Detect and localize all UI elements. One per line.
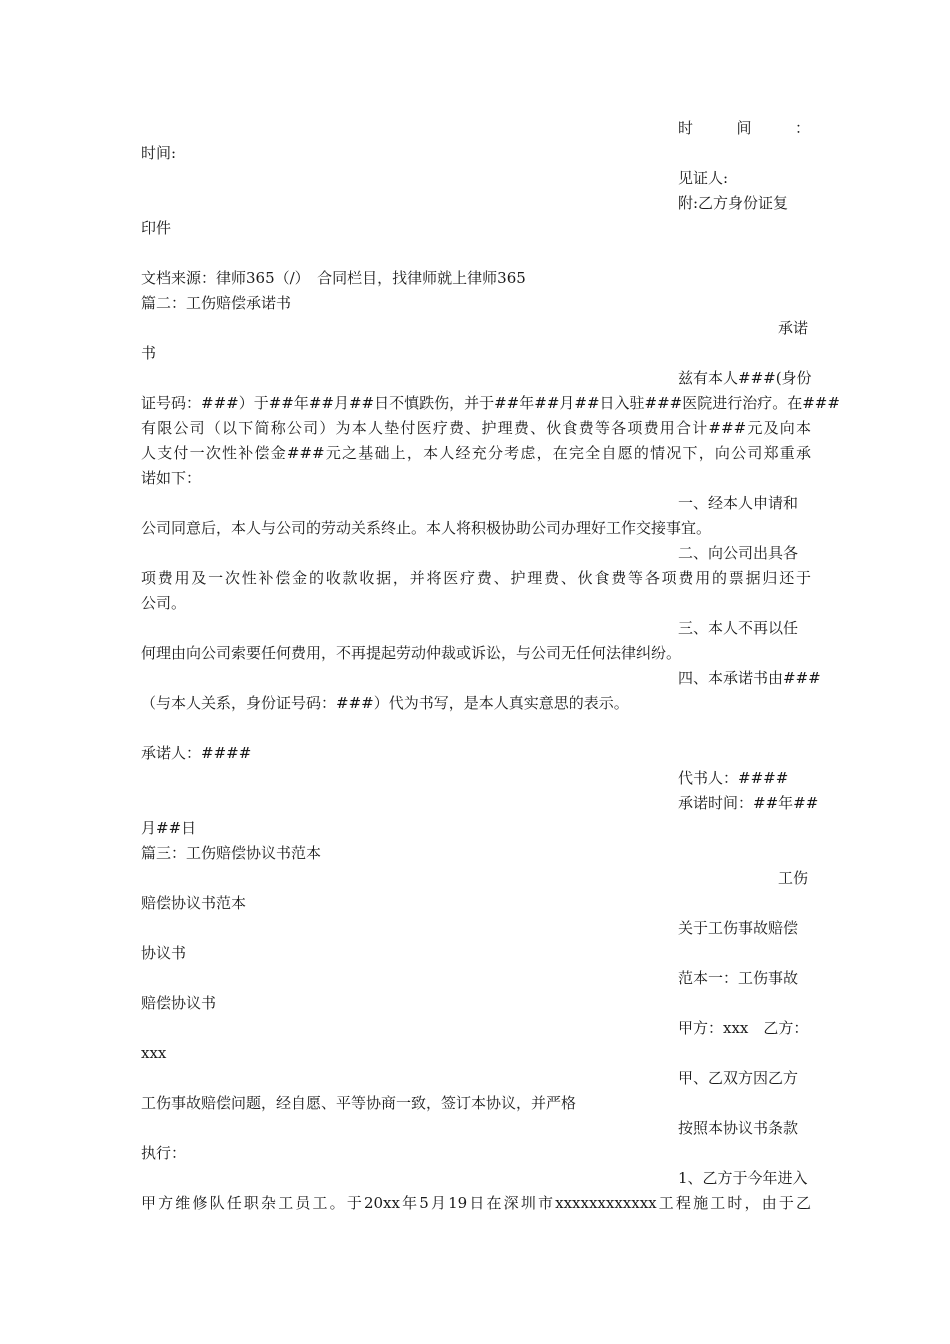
- template-line-cont: 赔偿协议书: [141, 994, 217, 1012]
- clause-2-cont: 项费用及一次性补偿金的收款收据，并将医疗费、护理费、伙食费等各项费用的票据归还于: [141, 569, 811, 587]
- paragraph-line: 人支付一次性补偿金###元之基础上，本人经充分考虑，在完全自愿的情况下，向公司郑重承: [141, 444, 811, 462]
- clause-4-cont: （与本人关系，身份证号码：###）代为书写，是本人真实意思的表示。: [141, 694, 629, 712]
- time-label-right: 时 间 ：: [678, 119, 810, 137]
- time-label-left: 时间:: [141, 144, 177, 162]
- title-line-cont: 书: [141, 344, 157, 362]
- template-line: 范本一：工伤事故: [678, 969, 799, 987]
- subtitle-line: 关于工伤事故赔偿: [678, 919, 799, 937]
- agreement-intro-cont: 工伤事故赔偿问题，经自愿、平等协商一致，签订本协议，并严格: [141, 1094, 577, 1112]
- clause-1: 一、经本人申请和: [678, 494, 799, 512]
- witness-label: 见证人:: [678, 169, 729, 187]
- clause-2-cont: 公司。: [141, 594, 187, 612]
- section-heading-2: 篇二：工伤赔偿承诺书: [141, 294, 292, 312]
- title-line-cont: 赔偿协议书范本: [141, 894, 247, 912]
- clause-3-cont: 何理由向公司索要任何费用，不再提起劳动仲裁或诉讼，与公司无任何法律纠纷。: [141, 644, 682, 662]
- clause-3: 三、本人不再以任: [678, 619, 799, 637]
- promise-date-cont: 月##日: [141, 819, 197, 837]
- paragraph-line: 诺如下：: [141, 469, 202, 487]
- article-1-cont: 甲方维修队任职杂工员工。于20xx年5月19日在深圳市xxxxxxxxxxxx工程施工时，由于乙: [141, 1194, 811, 1212]
- clause-4: 四、本承诺书由###: [678, 669, 821, 687]
- paragraph-line: 证号码：###）于##年##月##日不慎跌伤，并于##年##月##日入驻###医院进行治疗。在###: [141, 394, 840, 412]
- parties-line: 甲方：xxx 乙方：: [678, 1019, 809, 1037]
- parties-line-cont: xxx: [141, 1044, 167, 1062]
- agreement-intro-cont: 执行：: [141, 1144, 187, 1162]
- clause-1-cont: 公司同意后，本人与公司的劳动关系终止。本人将积极协助公司办理好工作交接事宜。: [141, 519, 712, 537]
- paragraph-line: 兹有本人###(身份: [678, 369, 812, 387]
- title-line: 承诺: [778, 319, 809, 337]
- clause-2: 二、向公司出具各: [678, 544, 799, 562]
- proxy-writer-line: 代书人：####: [678, 769, 789, 787]
- attachment-line: 附:乙方身份证复: [678, 194, 789, 212]
- agreement-intro: 甲、乙双方因乙方: [678, 1069, 799, 1087]
- promise-date-line: 承诺时间：##年##: [678, 794, 819, 812]
- promisor-line: 承诺人：####: [141, 744, 252, 762]
- subtitle-line-cont: 协议书: [141, 944, 187, 962]
- agreement-intro-cont: 按照本协议书条款: [678, 1119, 799, 1137]
- paragraph-line: 有限公司（以下简称公司）为本人垫付医疗费、护理费、伙食费等各项费用合计###元及向本: [141, 419, 811, 437]
- title-line: 工伤: [778, 869, 809, 887]
- source-line: 文档来源：律师365（/） 合同栏目，找律师就上律师365: [141, 269, 526, 287]
- section-heading-3: 篇三：工伤赔偿协议书范本: [141, 844, 322, 862]
- attachment-line-cont: 印件: [141, 219, 172, 237]
- article-1: 1、乙方于今年进入: [678, 1169, 808, 1187]
